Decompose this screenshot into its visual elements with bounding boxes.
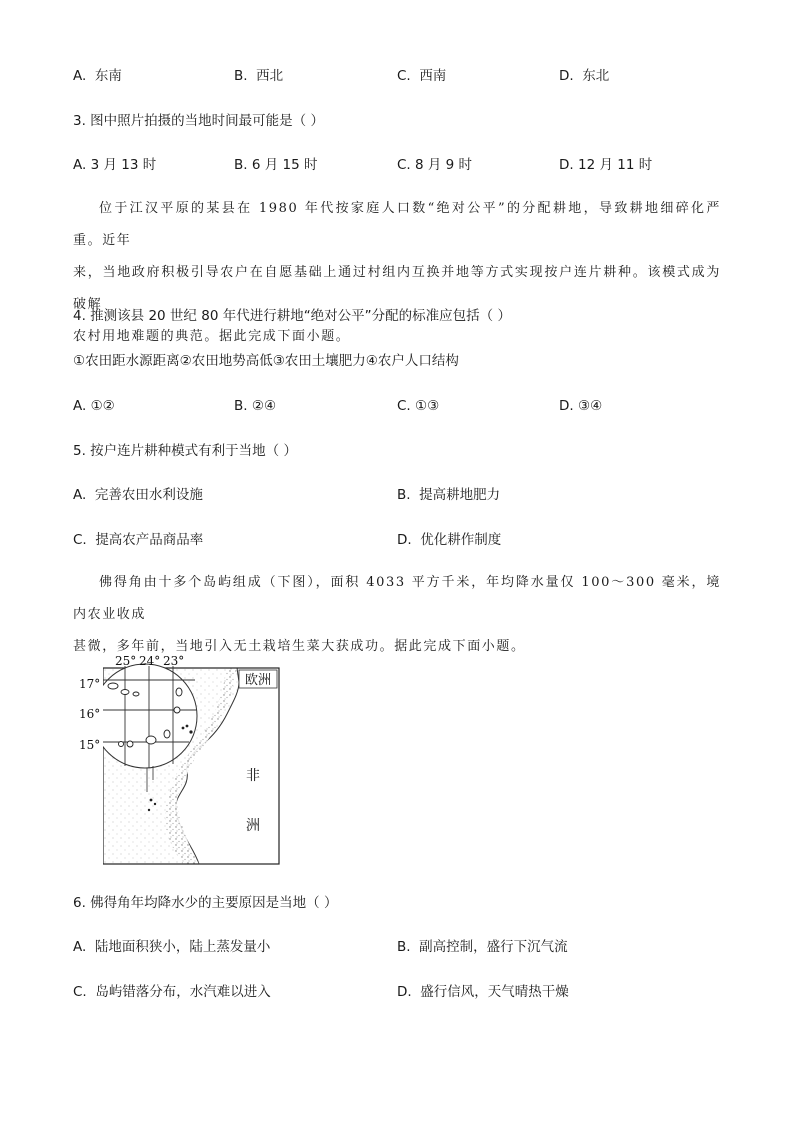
q4-stem: 4. 推测该县 20 世纪 80 年代进行耕地“绝对公平”分配的标准应包括（ ） <box>73 308 511 324</box>
lon-label-23: 23° <box>163 654 185 668</box>
q3-stem: 3. 图中照片拍摄的当地时间最可能是（ ） <box>73 113 324 129</box>
q3-option-c: C. 8 月 9 时 <box>397 157 473 173</box>
option-letter: D. <box>397 984 412 1000</box>
option-text: 盛行信风，天气晴热干燥 <box>420 984 569 1000</box>
passage-line: 位于江汉平原的某县在 1980 年代按家庭人口数“绝对公平”的分配耕地，导致耕地细碎化严重。近年 <box>73 201 721 248</box>
option-text: 西北 <box>256 68 284 84</box>
option-letter: B. <box>397 487 411 503</box>
q3-option-b: B. 6 月 15 时 <box>234 157 318 173</box>
africa-label-1: 非 <box>246 768 260 784</box>
option-text: 陆地面积狭小，陆上蒸发量小 <box>94 939 271 955</box>
q2-option-c <box>397 66 446 86</box>
q6-stem: 6. 佛得角年均降水少的主要原因是当地（ ） <box>73 895 338 911</box>
africa-label-2: 洲 <box>246 818 260 834</box>
q4-option-b: B. ②④ <box>234 398 277 414</box>
option-letter: C. <box>397 68 411 84</box>
lon-label-24: 24° <box>139 654 161 668</box>
option-text: 完善农田水利设施 <box>94 487 203 503</box>
option-text: 副高控制，盛行下沉气流 <box>419 939 568 955</box>
lat-labels <box>78 652 104 866</box>
europe-label: 欧洲 <box>244 673 272 688</box>
lat-label-16: 16° <box>79 707 101 721</box>
q6-option-d <box>397 982 569 1002</box>
option-letter: B. <box>397 939 411 955</box>
lat-label-15: 15° <box>79 738 101 752</box>
q3-option-a: A. 3 月 13 时 <box>73 157 157 173</box>
option-text: 岛屿错落分布，水汽难以进入 <box>95 984 271 1000</box>
passage-cape-verde <box>73 567 721 663</box>
option-text: 西南 <box>419 68 447 84</box>
passage-line: 农村用地难题的典范。据此完成下面小题。 <box>73 329 351 344</box>
option-text: 东南 <box>94 68 122 84</box>
q5-option-c <box>73 530 203 550</box>
option-letter: A. <box>73 939 87 955</box>
option-letter: D. <box>397 532 412 548</box>
q5-stem: 5. 按户连片耕种模式有利于当地（ ） <box>73 443 297 459</box>
q5-option-b <box>397 485 500 505</box>
q3-option-d: D. 12 月 11 时 <box>559 157 653 173</box>
passage-line: 来，当地政府积极引导农户在自愿基础上通过村组内互换并地等方式实现按户连片耕种。该模式成为破解 <box>73 265 721 312</box>
option-text: 提高农产品商品率 <box>95 532 204 548</box>
q2-option-a <box>73 66 122 86</box>
q5-option-a <box>73 485 203 505</box>
passage-line: 甚微，多年前，当地引入无土栽培生菜大获成功。据此完成下面小题。 <box>73 639 526 654</box>
q4-option-a: A. ①② <box>73 398 115 414</box>
option-letter: C. <box>73 532 87 548</box>
option-text: 东北 <box>582 68 610 84</box>
option-text: 提高耕地肥力 <box>419 487 501 503</box>
option-letter: A. <box>73 68 87 84</box>
q2-option-d <box>559 66 609 86</box>
passage-farmland <box>73 193 721 353</box>
option-letter: C. <box>73 984 87 1000</box>
lat-label-17: 17° <box>79 677 101 691</box>
q4-option-d: D. ③④ <box>559 398 603 414</box>
cape-verde-map <box>103 652 281 866</box>
option-text: 优化耕作制度 <box>420 532 502 548</box>
q2-option-b <box>234 66 283 86</box>
option-letter: D. <box>559 68 574 84</box>
option-letter: B. <box>234 68 248 84</box>
lon-label-25: 25° <box>115 654 137 668</box>
q6-option-b <box>397 937 568 957</box>
q4-option-c: C. ①③ <box>397 398 440 414</box>
q6-option-c <box>73 982 271 1002</box>
passage-line: 佛得角由十多个岛屿组成（下图），面积 4033 平方千米，年均降水量仅 100～300 毫米，境内农业收成 <box>73 575 721 622</box>
option-letter: A. <box>73 487 87 503</box>
q5-option-d <box>397 530 501 550</box>
q4-items: ①农田距水源距离②农田地势高低③农田土壤肥力④农户人口结构 <box>73 353 459 369</box>
q6-option-a <box>73 937 270 957</box>
